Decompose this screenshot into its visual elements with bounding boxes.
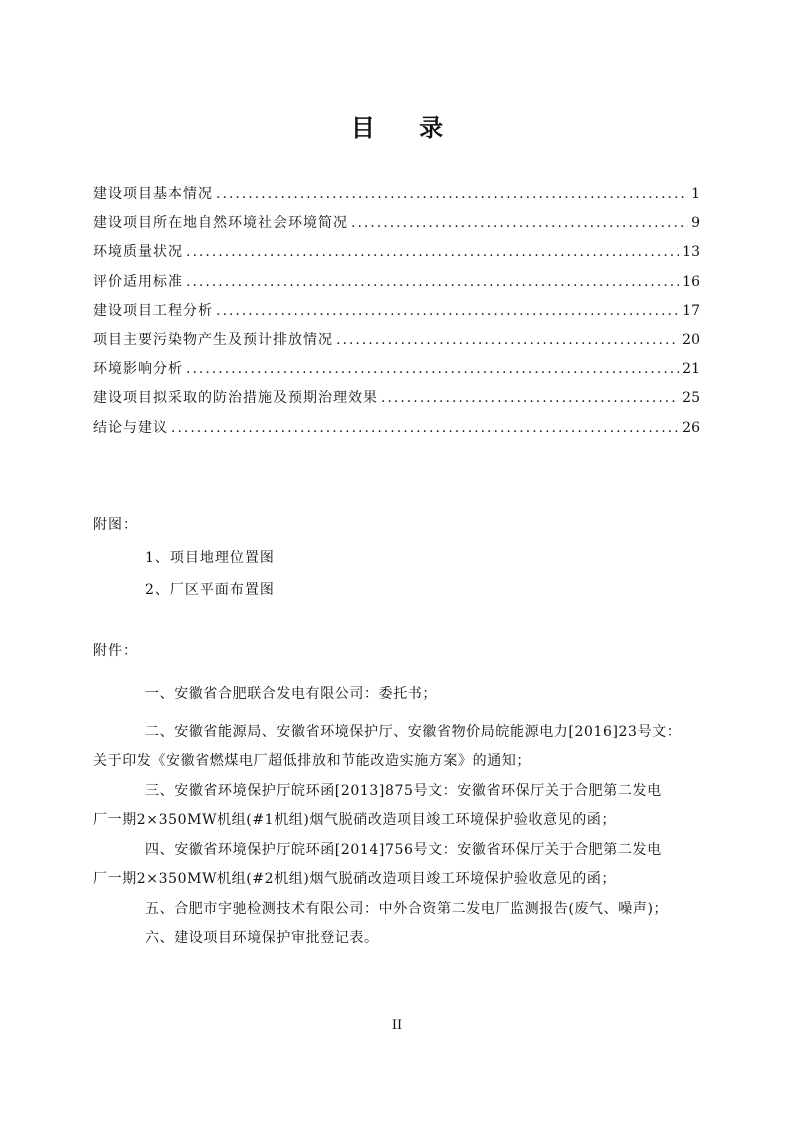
attachments-list bbox=[93, 680, 705, 954]
toc-entry bbox=[93, 384, 700, 413]
attachment-item: 四、安徽省环境保护厅皖环函[2014]756号文：安徽省环保厅关于合肥第二发电 bbox=[145, 841, 662, 858]
toc-entry-page: 13 bbox=[682, 244, 700, 261]
toc-entry bbox=[93, 297, 700, 326]
toc-leader-dots bbox=[381, 384, 679, 413]
toc-entry bbox=[93, 268, 700, 297]
figures-heading: 附图： bbox=[93, 517, 138, 533]
toc-entry-title: 评价适用标准 bbox=[93, 273, 183, 290]
toc-entry bbox=[93, 238, 700, 267]
attachment-item-continuation: 厂一期2×350MW机组(#1机组)烟气脱硝改造项目竣工环境保护验收意见的函； bbox=[93, 812, 617, 828]
toc-entry bbox=[93, 209, 700, 238]
table-of-contents bbox=[93, 180, 700, 443]
toc-leader-dots bbox=[186, 268, 679, 297]
toc-entry-page: 20 bbox=[682, 331, 700, 348]
page-title: 目 录 bbox=[350, 113, 462, 142]
toc-entry-page: 25 bbox=[682, 390, 700, 407]
toc-leader-dots bbox=[216, 297, 679, 326]
toc-leader-dots bbox=[336, 326, 679, 355]
toc-entry bbox=[93, 326, 700, 355]
attachment-item-continuation: 厂一期2×350MW机组(#2机组)烟气脱硝改造项目竣工环境保护验收意见的函； bbox=[93, 871, 617, 887]
toc-leader-dots bbox=[171, 414, 679, 443]
toc-entry bbox=[93, 355, 700, 384]
toc-entry bbox=[93, 180, 700, 209]
toc-entry-page: 9 bbox=[691, 215, 700, 232]
toc-leader-dots bbox=[216, 180, 688, 209]
toc-leader-dots bbox=[351, 209, 688, 238]
toc-entry-page: 26 bbox=[682, 419, 700, 436]
toc-leader-dots bbox=[186, 238, 679, 267]
figure-item: 2、厂区平面布置图 bbox=[145, 582, 275, 598]
toc-entry-page: 16 bbox=[682, 273, 700, 290]
figure-item: 1、项目地理位置图 bbox=[145, 550, 275, 566]
attachment-item: 五、合肥市宇驰检测技术有限公司：中外合资第二发电厂监测报告(废气、噪声)； bbox=[145, 900, 669, 917]
attachment-item: 三、安徽省环境保护厅皖环函[2013]875号文：安徽省环保厅关于合肥第二发电 bbox=[145, 782, 662, 799]
toc-entry-title: 环境影响分析 bbox=[93, 361, 183, 378]
toc-entry-title: 结论与建议 bbox=[93, 419, 168, 436]
toc-entry-title: 建设项目拟采取的防治措施及预期治理效果 bbox=[93, 390, 378, 407]
toc-entry-page: 21 bbox=[682, 361, 700, 378]
page-number: II bbox=[391, 1018, 403, 1033]
attachment-item-continuation: 关于印发《安徽省燃煤电厂超低排放和节能改造实施方案》的通知； bbox=[93, 753, 531, 769]
attachments-heading: 附件： bbox=[93, 643, 138, 659]
attachment-item: 六、建设项目环境保护审批登记表。 bbox=[145, 930, 379, 946]
toc-entry-title: 建设项目基本情况 bbox=[93, 186, 213, 202]
toc-entry-page: 1 bbox=[691, 186, 700, 202]
toc-entry-title: 建设项目工程分析 bbox=[93, 302, 213, 319]
attachment-item: 一、安徽省合肥联合发电有限公司：委托书； bbox=[145, 686, 437, 702]
toc-entry bbox=[93, 414, 700, 443]
toc-entry-title: 项目主要污染物产生及预计排放情况 bbox=[93, 331, 333, 348]
toc-entry-page: 17 bbox=[682, 302, 700, 319]
attachment-item: 二、安徽省能源局、安徽省环境保护厅、安徽省物价局皖能源电力[2016]23号文： bbox=[145, 723, 682, 740]
toc-leader-dots bbox=[186, 355, 679, 384]
toc-entry-title: 建设项目所在地自然环境社会环境简况 bbox=[93, 215, 348, 232]
toc-entry-title: 环境质量状况 bbox=[93, 244, 183, 261]
